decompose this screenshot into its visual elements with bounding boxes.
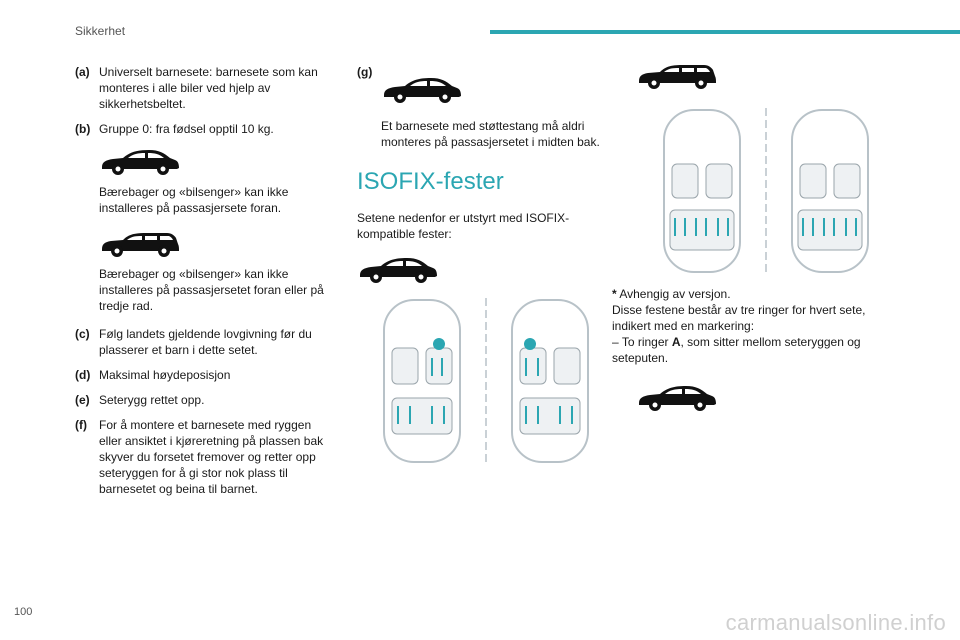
item-label: (e)	[75, 393, 90, 407]
suv-car-icon	[99, 228, 181, 258]
item-e	[75, 392, 335, 408]
section-title: Sikkerhet	[75, 24, 126, 38]
list-item-rings-a	[612, 334, 902, 366]
item-text: Universelt barnesete: barnesete som kan monteres i alle biler ved hjelp av sikkerhetsbeltet.	[99, 65, 318, 111]
car-icon-row	[99, 146, 335, 176]
suv-car-icon	[381, 74, 463, 104]
item-a	[75, 64, 335, 112]
list-text-post: , som sitter mellom seteryggen og seteputen.	[612, 335, 861, 365]
suv-car-icon	[99, 146, 181, 176]
item-label: (b)	[75, 122, 91, 136]
item-text: Maksimal høydeposisjon	[99, 368, 231, 382]
list-text-pre: To ringer	[621, 335, 672, 349]
footnote	[612, 286, 902, 302]
item-g	[357, 64, 617, 104]
item-text: Følg landets gjeldende lovgivning før du plasserer et barn i dette setet.	[99, 327, 312, 357]
para-rings: Disse festene består av tre ringer for hvert sete, indikert med en markering:	[612, 303, 866, 333]
header-accent-bar	[490, 30, 960, 34]
item-f	[75, 417, 335, 497]
footnote-text: Avhengig av versjon.	[616, 287, 731, 301]
left-column	[75, 64, 335, 506]
isofix-heading: ISOFIX-fester	[357, 168, 504, 195]
item-label: (a)	[75, 65, 90, 79]
item-text: For å montere et barnesete med ryggen eller ansiktet i kjøreretning på plassen bak skyver du forsetet fremover og retter opp seteryggen for å gi stor nok plass til barnesetet og beina til barnet.	[99, 418, 324, 496]
item-label: (f)	[75, 418, 87, 432]
middle-column	[357, 64, 617, 284]
suv-car-icon	[636, 60, 718, 90]
isofix-intro: Setene nedenfor er utstyrt med ISOFIX-kompatible fester:	[357, 211, 570, 241]
suv-car-icon	[636, 382, 718, 412]
item-label: (c)	[75, 327, 90, 341]
item-c	[75, 326, 335, 358]
page-number: 100	[14, 606, 33, 618]
right-column	[612, 286, 902, 412]
item-b-note-2: Bærebager og «bilsenger» kan ikke installeres på passasjersetet foran eller på tredje rad.	[99, 267, 324, 313]
car-icon-row	[99, 228, 335, 258]
item-d	[75, 367, 335, 383]
watermark: carmanualsonline.info	[725, 610, 946, 635]
item-b	[75, 121, 335, 137]
item-label: (d)	[75, 368, 91, 382]
item-text: Seterygg rettet opp.	[99, 393, 205, 407]
footnote-asterisk: *	[612, 287, 617, 301]
item-text: Gruppe 0: fra fødsel opptil 10 kg.	[99, 122, 274, 136]
isofix-diagram-7-seat	[660, 106, 870, 278]
item-g-text: Et barnesete med støttestang må aldri monteres på passasjersetet i midten bak.	[381, 119, 600, 149]
item-b-note-1: Bærebager og «bilsenger» kan ikke installeres på passasjersete foran.	[99, 185, 289, 215]
list-text-bold: A	[671, 335, 681, 349]
suv-car-icon	[357, 254, 439, 284]
isofix-diagram-5-seat	[380, 296, 590, 468]
item-label: (g)	[357, 65, 373, 79]
list-dash: –	[612, 335, 619, 349]
